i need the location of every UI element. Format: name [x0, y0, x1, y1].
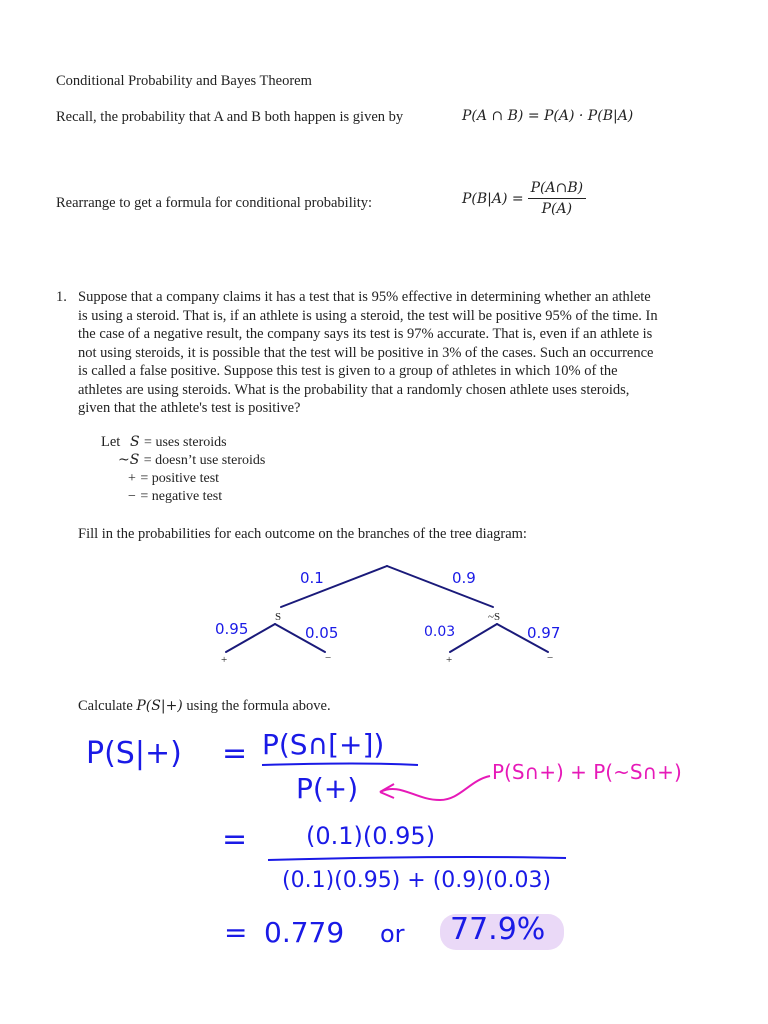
problem-line: not using steroids, it is possible that the test will be positive in 3% of the cases. Such an occurrence — [78, 344, 654, 361]
definition-symbol: − — [128, 489, 136, 504]
definitions-let: Let — [101, 434, 121, 450]
conditional-formula-numerator: P(A∩B) — [528, 180, 586, 199]
conditional-formula-lhs: P(B|A) = — [462, 190, 524, 207]
prob-pos-given-s: 0.95 — [215, 620, 249, 638]
branch-s — [281, 566, 387, 607]
definition-symbol: S — [130, 434, 140, 450]
tree-node-s: S — [275, 611, 282, 623]
definition-meaning: = uses steroids — [144, 435, 227, 450]
prob-neg-given-s: 0.05 — [305, 624, 339, 642]
definition-symbol: ~S — [118, 452, 140, 468]
arrow-head-icon — [380, 784, 394, 798]
rearrange-text: Rearrange to get a formula for conditional probability: — [56, 195, 373, 211]
hand-or: or — [380, 920, 405, 948]
recall-text: Recall, the probability that A and B both happen is given by — [56, 109, 404, 125]
prob-neg-given-not-s: 0.97 — [527, 624, 561, 642]
hand-fraction-bar-2 — [268, 857, 566, 860]
tree-leaf-minus: − — [547, 652, 554, 664]
definition-meaning: = positive test — [140, 471, 220, 486]
hand-numerator-2: (0.1)(0.95) — [306, 822, 436, 850]
problem-line: is called a false positive. Suppose this test is given to a group of athletes in which 10% of the — [78, 363, 618, 379]
hand-equals-1: = — [222, 736, 248, 771]
arrow-curve — [380, 776, 490, 800]
problem-line: is using a steroid. That is, if an athlete is using a steroid, the test will be positive 95% of the time. In — [78, 307, 658, 324]
problem-line: given that the athlete's test is positive? — [78, 400, 301, 416]
prob-not-s: 0.9 — [452, 569, 476, 587]
prob-s: 0.1 — [300, 569, 324, 587]
calc-instruction-prefix: Calculate — [78, 698, 133, 714]
branch-not-s-plus — [450, 624, 497, 652]
tree-leaf-plus: + — [221, 654, 228, 666]
definition-meaning: = negative test — [140, 489, 223, 504]
calc-instruction-expr: P(S|+) — [136, 698, 183, 714]
calc-instruction — [78, 697, 331, 716]
hand-lhs: P(S|+) — [86, 736, 182, 771]
hand-result: 0.779 — [264, 916, 345, 949]
definition-symbol: + — [128, 471, 136, 486]
hand-equals-3: = — [224, 916, 248, 949]
problem-line: athletes are using steroids. What is the probability that a randomly chosen athlete uses steroids, — [78, 381, 630, 398]
page-title: Conditional Probability and Bayes Theorem — [56, 73, 312, 89]
problem-line: the case of a negative result, the company says its test is 97% accurate. That is, even if an athlete is — [78, 326, 653, 342]
hand-percent: 77.9% — [450, 912, 546, 947]
conditional-formula-denominator: P(A) — [541, 201, 573, 217]
recall-formula: P(A ∩ B) = P(A) · P(B|A) — [462, 108, 634, 124]
problem-line: Suppose that a company claims it has a test that is 95% effective in determining whether an athlete — [78, 289, 651, 305]
prob-pos-given-not-s: 0.03 — [424, 624, 456, 640]
hand-numerator: P(S∩[+]) — [262, 728, 385, 761]
tree-leaf-plus: + — [446, 654, 453, 666]
calc-instruction-suffix: using the formula above. — [186, 698, 331, 714]
problem-number: 1. — [56, 289, 67, 305]
tree-leaf-minus: − — [325, 652, 332, 664]
hand-denominator-2: (0.1)(0.95) + (0.9)(0.03) — [282, 868, 552, 893]
hand-equals-2: = — [222, 822, 248, 857]
hand-fraction-bar-1 — [262, 764, 418, 766]
definition-meaning: = doesn’t use steroids — [143, 453, 266, 468]
hand-denominator: P(+) — [296, 772, 359, 805]
hand-note: P(S∩+) + P(~S∩+) — [492, 760, 682, 784]
branch-not-s — [387, 566, 493, 607]
tree-node-not-s: ~S — [488, 611, 501, 623]
tree-instruction: Fill in the probabilities for each outcome on the branches of the tree diagram: — [78, 526, 527, 542]
